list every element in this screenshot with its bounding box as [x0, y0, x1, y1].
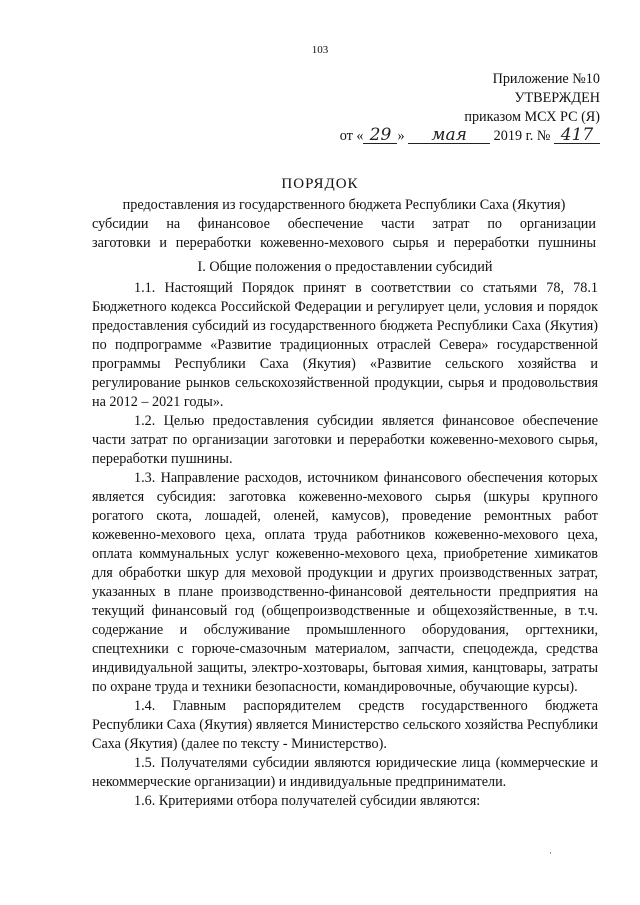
handwritten-day: 29 [363, 127, 397, 144]
scan-speck: · [549, 848, 552, 858]
appendix-number: Приложение №10 [492, 71, 600, 87]
order-date-line [340, 127, 600, 146]
handwritten-order-number: 417 [554, 127, 600, 144]
subtitle-line: предоставления из государственного бюджета Республики Саха (Якутия) [122, 197, 566, 213]
document-subtitle [92, 196, 596, 253]
paragraph: 1.4. Главным распорядителем средств государственного бюджета Республики Саха (Якутия) является Министерство сельского хозяйства Республики Саха (Якутия) (далее по тексту - Министерство). [92, 698, 598, 752]
paragraph: 1.2. Целью предоставления субсидии является финансовое обеспечение части затрат по организации заготовки и переработки кожевенно-мехового сырья, переработки пушнины. [92, 413, 598, 467]
approval-block [340, 70, 600, 146]
paragraph: 1.6. Критериями отбора получателей субсидии являются: [134, 793, 481, 809]
section-heading: I. Общие положения о предоставлении субсидий [197, 259, 493, 275]
paragraph: 1.5. Получателями субсидии являются юридические лица (коммерческие и некоммерческие организации) и индивидуальные предприниматели. [92, 755, 598, 790]
document-body [92, 279, 598, 811]
date-prefix: от « [339, 128, 364, 144]
paragraph: 1.3. Направление расходов, источником финансового обеспечения которых является субсидия: заготовка кожевенно-мехового сырья (шкуры крупного рогатого скота, лошадей, оленей, камусов), проведение ремонтных работ кожевенно-мехового цеха, оплата труда работников кожевенно-мехового цеха, оплата коммунальных услуг кожевенно-мехового цеха, приобретение химикатов для обработки шкур для меховой продукции и других производственных затрат, указанных в плане производственно-финансовой деятельности предприятия на текущий финансовый год (общепроизводственные и общехозяйственные, в т.ч. содержание и обслуживание промышленного оборудования, оргтехники, спецтехники с горюче-смазочным материалом, запчасти, спецодежда, средства индивидуальной защиты, электро-хозтовары, бытовая химия, канцтовары, затраты по охране труда и техники безопасности, командировочные, обучающие курсы). [92, 470, 598, 695]
approved-label: УТВЕРЖДЕН [514, 90, 600, 106]
order-reference: приказом МСХ РС (Я) [464, 109, 600, 125]
subtitle-line: субсидии на финансовое обеспечение части затрат по организации [92, 216, 596, 232]
document-title: ПОРЯДОК [281, 176, 359, 192]
paragraph: 1.1. Настоящий Порядок принят в соответствии со статьями 78, 78.1 Бюджетного кодекса Российской Федерации и регулирует цели, условия и порядок предоставления субсидий из государственного бюджета Республики Саха (Якутия) по подпрограмме «Развитие традиционных отраслей Севера» государственной программы Республики Саха (Якутия) «Развитие сельского хозяйства и регулирование рынков сельскохозяйственной продукции, сырья и продовольствия на 2012 – 2021 годы». [92, 280, 598, 410]
date-mid: » [397, 128, 405, 144]
handwritten-month: мая [408, 127, 490, 144]
subtitle-line: заготовки и переработки кожевенно-мехового сырья и переработки пушнины [92, 235, 596, 251]
page-number: 103 [311, 44, 329, 56]
year-label: 2019 г. № [493, 128, 551, 144]
